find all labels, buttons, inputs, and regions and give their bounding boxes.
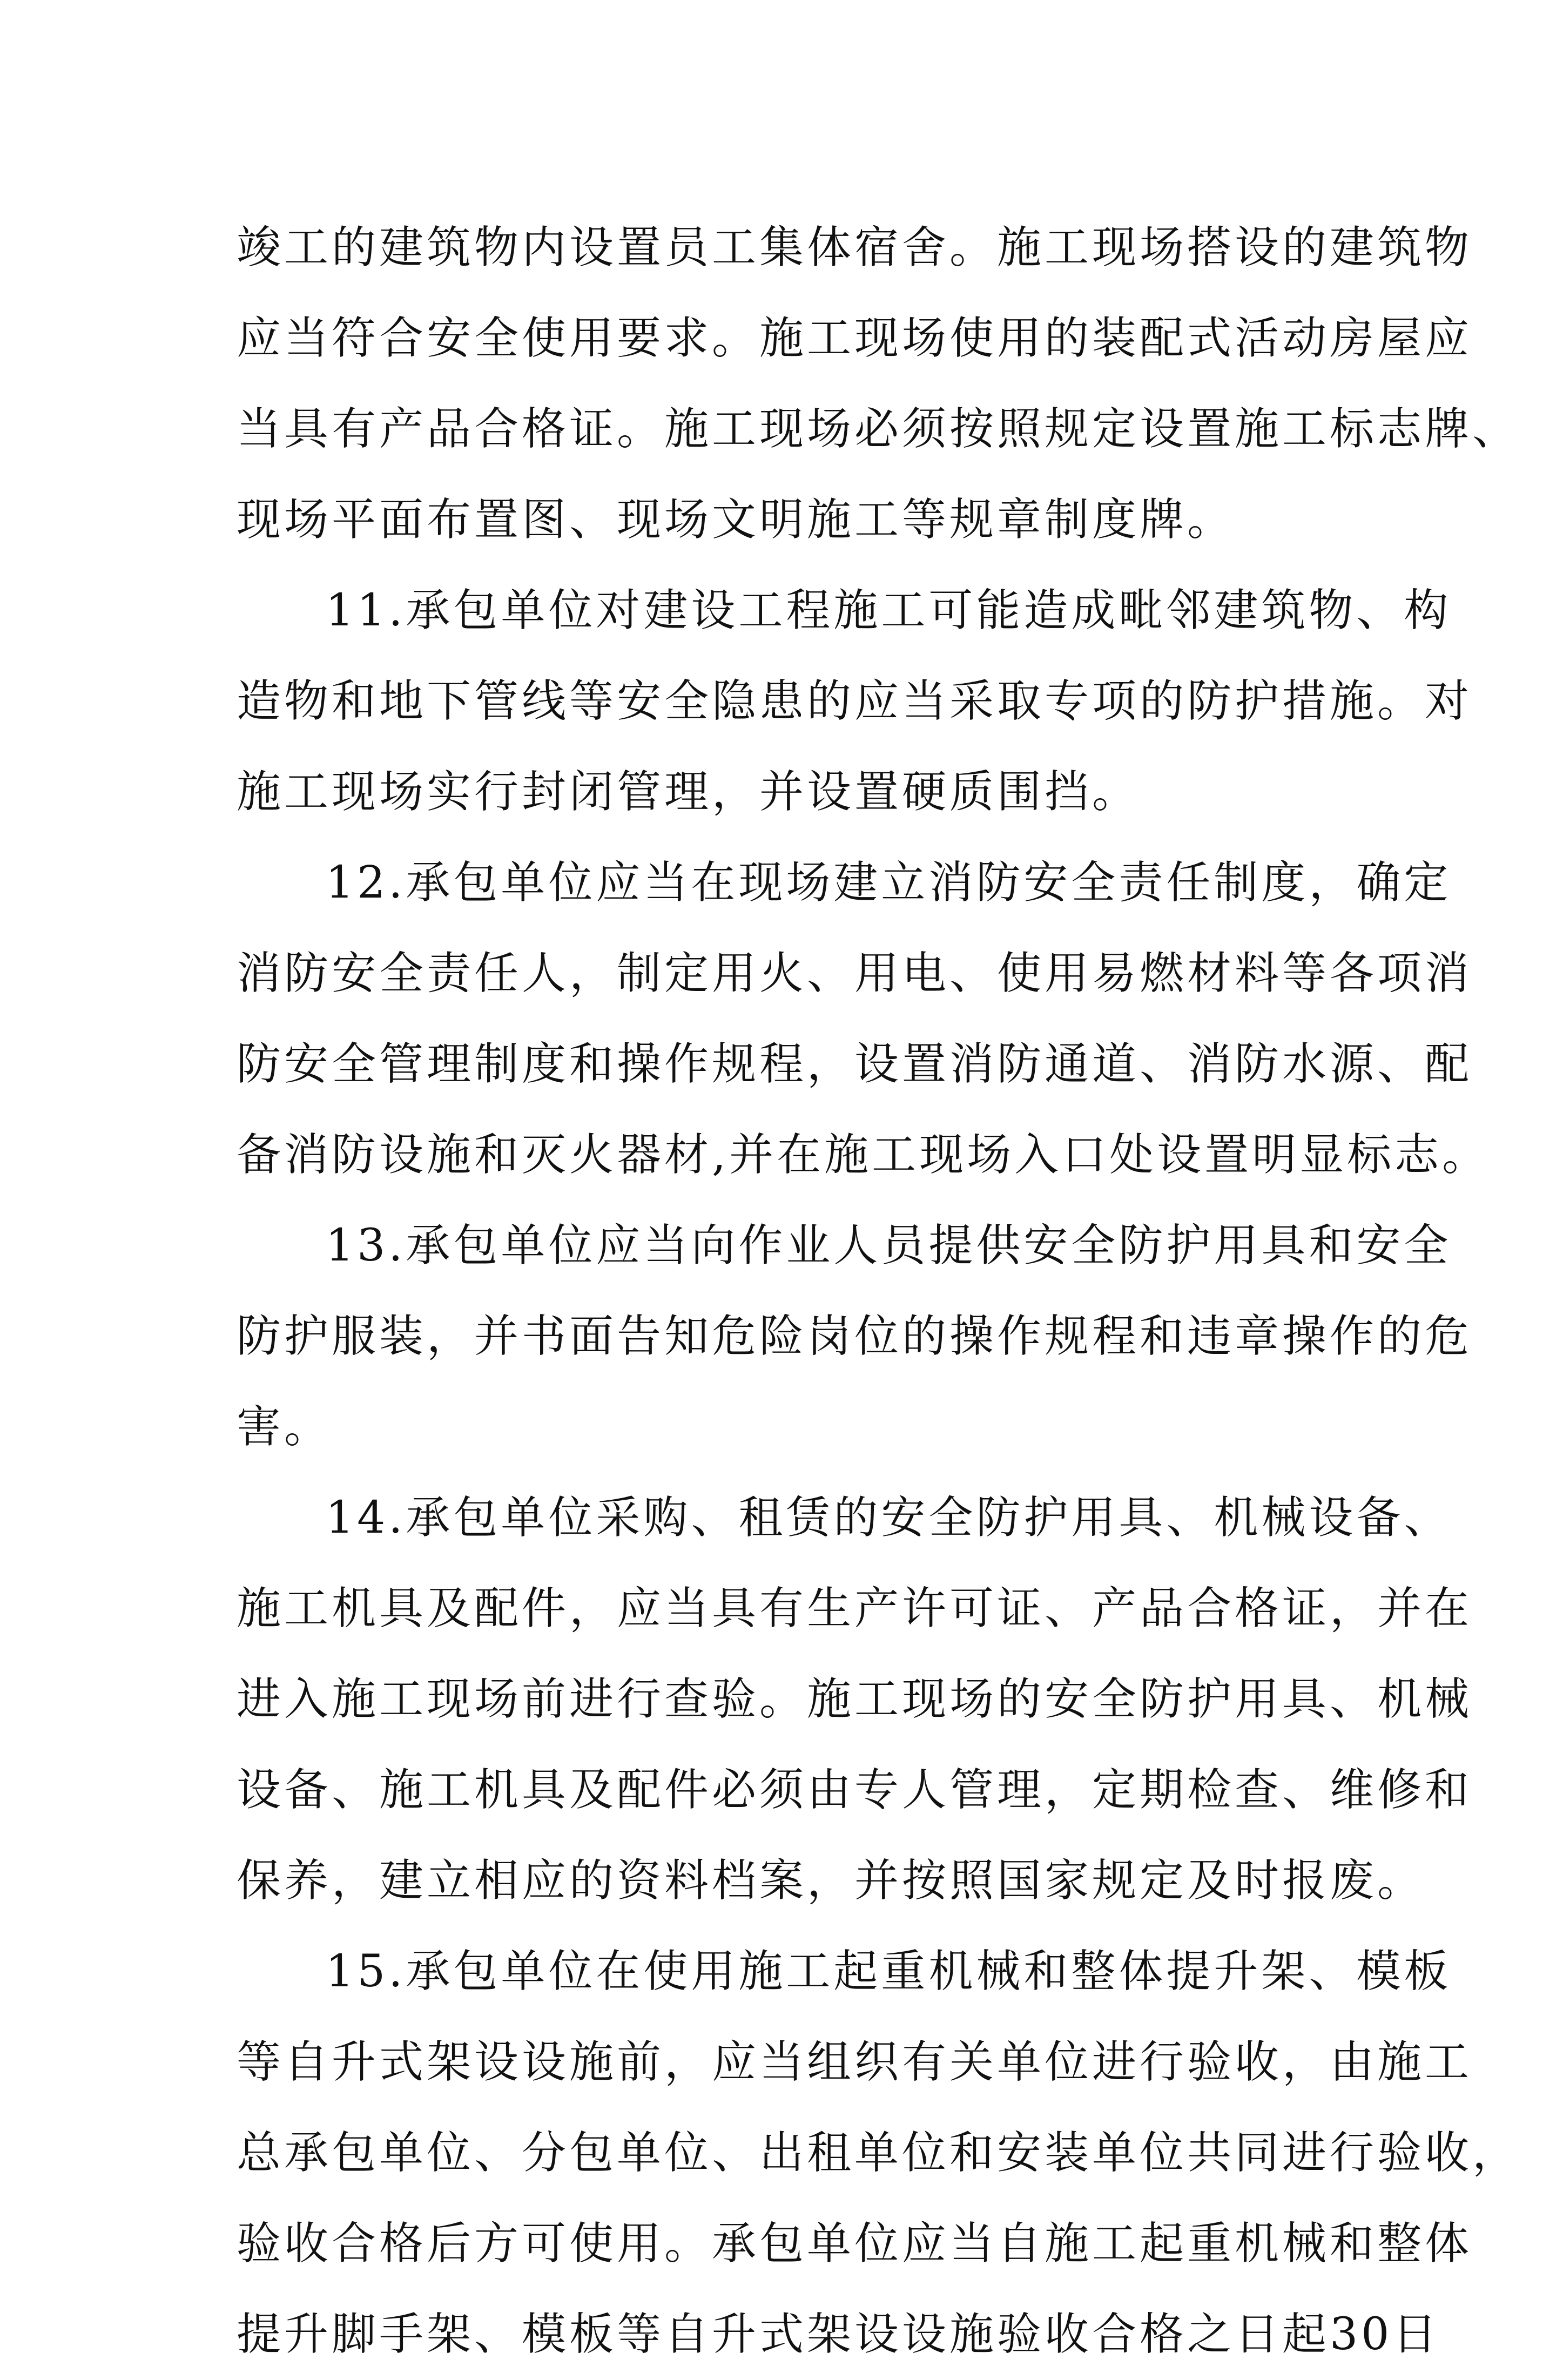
text-line: 防护服装，并书面告知危险岗位的操作规程和违章操作的危: [237, 1311, 1473, 1362]
text-line: 13.承包单位应当向作业人员提供安全防护用具和安全: [326, 1220, 1452, 1271]
text-line: 12.承包单位应当在现场建立消防安全责任制度，确定: [326, 857, 1452, 908]
text-line: 施工现场实行封闭管理，并设置硬质围挡。: [237, 766, 1140, 818]
text-line: 15.承包单位在使用施工起重机械和整体提升架、模板: [326, 1946, 1452, 1997]
text-line: 造物和地下管线等安全隐患的应当采取专项的防护措施。对: [237, 676, 1473, 727]
text-line: 消防安全责任人，制定用火、用电、使用易燃材料等各项消: [237, 948, 1473, 999]
text-line: 总承包单位、分包单位、出租单位和安装单位共同进行验收，: [237, 2127, 1520, 2179]
text-line: 防安全管理制度和操作规程，设置消防通道、消防水源、配: [237, 1039, 1473, 1090]
document-body: [237, 203, 1520, 2380]
text-line: 现场平面布置图、现场文明施工等规章制度牌。: [237, 494, 1235, 545]
text-line: 害。: [237, 1401, 332, 1453]
text-line: 提升脚手架、模板等自升式架设设施验收合格之日起30日: [237, 2309, 1440, 2360]
text-line: 进入施工现场前进行查验。施工现场的安全防护用具、机械: [237, 1674, 1473, 1725]
text-line: 验收合格后方可使用。承包单位应当自施工起重机械和整体: [237, 2218, 1473, 2269]
text-line: 当具有产品合格证。施工现场必须按照规定设置施工标志牌、: [237, 403, 1520, 455]
text-line: 竣工的建筑物内设置员工集体宿舍。施工现场搭设的建筑物: [237, 222, 1473, 273]
text-line: 备消防设施和灭火器材,并在施工现场入口处设置明显标志。: [237, 1129, 1490, 1181]
text-line: 14.承包单位采购、租赁的安全防护用具、机械设备、: [326, 1492, 1452, 1543]
text-line: 施工机具及配件，应当具有生产许可证、产品合格证，并在: [237, 1583, 1473, 1634]
text-line: 设备、施工机具及配件必须由专人管理，定期检查、维修和: [237, 1764, 1473, 1816]
text-line: 保养，建立相应的资料档案，并按照国家规定及时报废。: [237, 1855, 1425, 1906]
text-line: 11.承包单位对建设工程施工可能造成毗邻建筑物、构: [326, 585, 1452, 636]
text-line: 应当符合安全使用要求。施工现场使用的装配式活动房屋应: [237, 313, 1473, 364]
text-line: 等自升式架设设施前，应当组织有关单位进行验收，由施工: [237, 2037, 1473, 2088]
